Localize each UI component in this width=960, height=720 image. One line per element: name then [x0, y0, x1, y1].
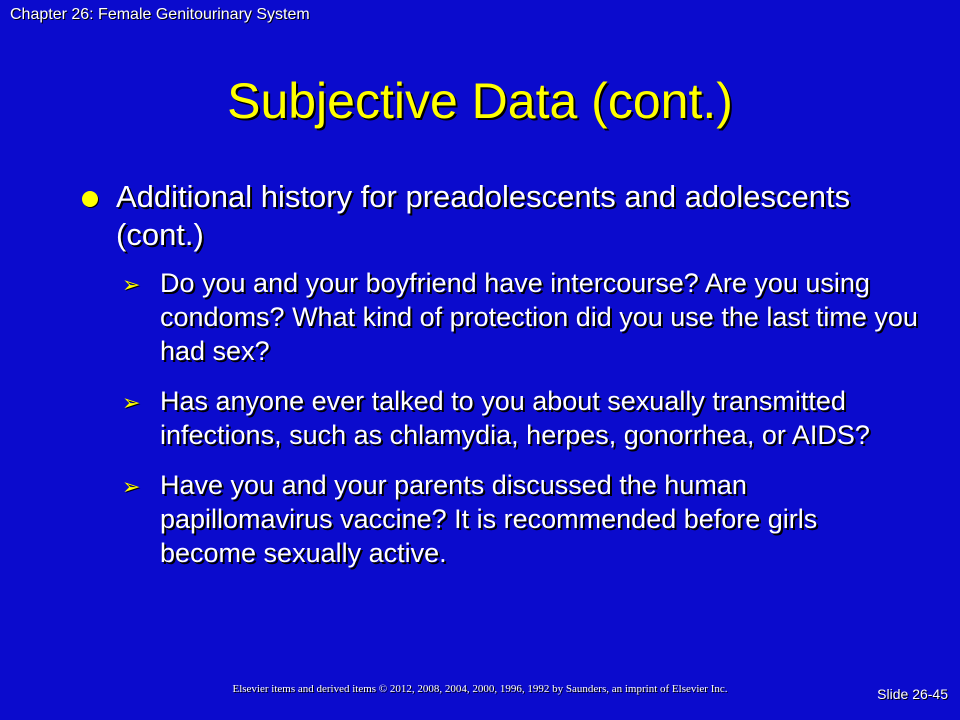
circle-bullet-icon [82, 191, 98, 207]
arrowhead-bullet-icon: ➢ [122, 475, 141, 500]
sub-bullet-item [78, 266, 918, 368]
arrowhead-bullet-icon: ➢ [122, 391, 141, 416]
copyright-footer: Elsevier items and derived items © 2012, 2008, 2004, 2000, 1996, 1992 by Saunders, an imprint of Elsevier Inc. [232, 683, 728, 695]
arrowhead-bullet-icon: ➢ [122, 273, 141, 298]
sub-bullet-list [78, 266, 918, 570]
sub-bullet-text: Has anyone ever talked to you about sexually transmitted infections, such as chlamydia, herpes, gonorrhea, or AIDS? [160, 386, 870, 450]
chapter-header: Chapter 26: Female Genitourinary System [10, 6, 310, 23]
slide-title: Subjective Data (cont.) [227, 73, 733, 129]
main-bullet-item [78, 178, 918, 254]
sub-bullet-item [78, 468, 918, 570]
sub-bullet-text: Have you and your parents discussed the human papillomavirus vaccine? It is recommended before girls become sexually active. [160, 470, 818, 568]
sub-bullet-text: Do you and your boyfriend have intercourse? Are you using condoms? What kind of protection did you use the last time you had sex? [160, 268, 918, 366]
main-bullet-text: Additional history for preadolescents and adolescents (cont.) [116, 179, 851, 252]
slide-number: Slide 26-45 [877, 686, 948, 702]
sub-bullet-item [78, 384, 918, 452]
slide-content [78, 178, 918, 586]
